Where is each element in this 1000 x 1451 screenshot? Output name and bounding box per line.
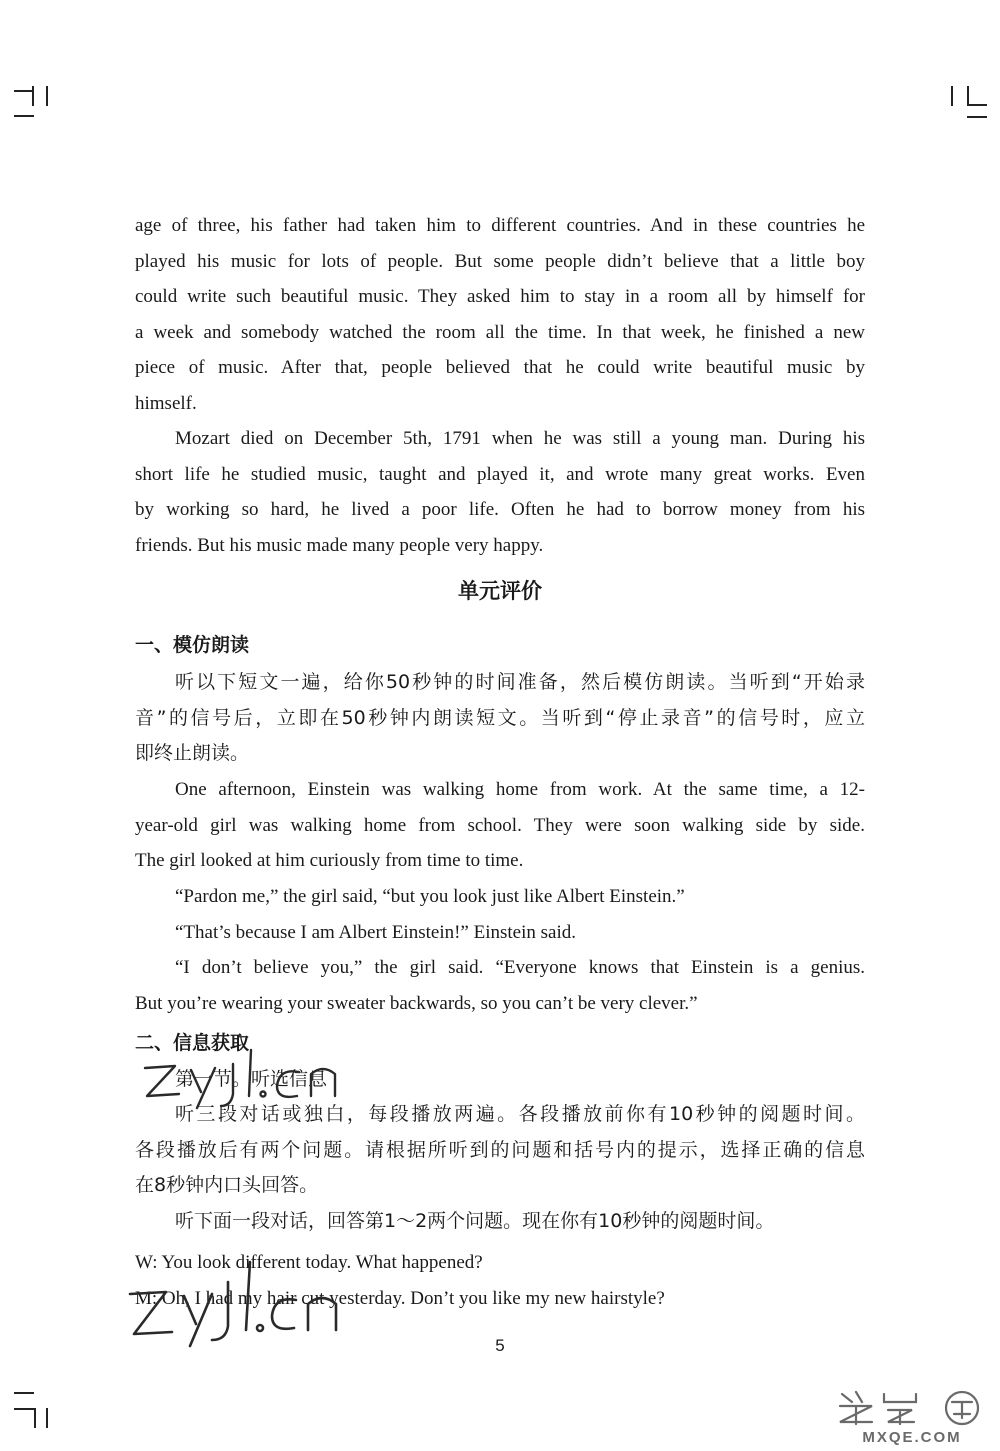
text-line: “That’s because I am Albert Einstein!” Einstein said. bbox=[175, 921, 576, 943]
text-line: himself. bbox=[135, 392, 197, 414]
part1-instruction bbox=[135, 665, 865, 772]
crop-mark-bottom-left bbox=[14, 1408, 36, 1410]
text-line: Mozart died on December 5th, 1791 when he was still a young man. During his bbox=[175, 428, 865, 449]
part1-dialogue bbox=[135, 879, 865, 1021]
part1-passage bbox=[135, 772, 865, 879]
crop-mark-bottom-left bbox=[46, 1408, 48, 1428]
crop-mark-top-right bbox=[967, 86, 969, 106]
text-line: age of three, his father had taken him to different countries. And in these countries he bbox=[135, 215, 865, 236]
page-number: 5 bbox=[495, 1336, 505, 1355]
text-line: 听下面一段对话，回答第1～2两个问题。现在你有10秒钟的阅题时间。 bbox=[175, 1210, 775, 1232]
crop-mark-top-left bbox=[46, 86, 48, 106]
crop-mark-bottom-left bbox=[14, 1392, 34, 1394]
passage-top bbox=[135, 208, 865, 421]
text-line: “Pardon me,” the girl said, “but you look just like Albert Einstein.” bbox=[175, 886, 685, 907]
text-line: 即终止朗读。 bbox=[135, 742, 250, 764]
crop-mark-top-right bbox=[967, 104, 987, 106]
text-line: 第一节。听选信息 bbox=[175, 1068, 328, 1090]
text-line: could write such beautiful music. They asked him to stay in a room all by himself for bbox=[135, 286, 865, 307]
crop-mark-top-right bbox=[951, 86, 953, 106]
text-line: played his music for lots of people. But some people didn’t believe that a little boy bbox=[135, 250, 865, 272]
answer-site-logo bbox=[832, 1388, 992, 1446]
logo-text: MXQE.COM bbox=[862, 1429, 962, 1446]
text-line: 听以下短文一遍，给你50秒钟的时间准备，然后模仿朗读。当听到“开始录 bbox=[175, 671, 865, 693]
text-line: piece of music. After that, people believed that he could write beautiful music by bbox=[135, 357, 865, 378]
crop-mark-bottom-left bbox=[34, 1408, 36, 1428]
text-line: “I don’t believe you,” the girl said. “Everyone knows that Einstein is a genius. bbox=[175, 957, 865, 978]
watermark-scribble bbox=[118, 1248, 358, 1348]
text-line: 各段播放后有两个问题。请根据所听到的问题和括号内的提示，选择正确的信息 bbox=[135, 1138, 865, 1161]
crop-mark-top-right bbox=[967, 116, 987, 118]
crop-mark-top-left bbox=[32, 86, 34, 106]
section-title: 单元评价 bbox=[458, 579, 542, 603]
part2-heading: 二、信息获取 bbox=[135, 1032, 250, 1054]
part2-instruction bbox=[135, 1097, 865, 1204]
passage-mozart bbox=[135, 421, 865, 563]
watermark-scribble bbox=[135, 1030, 365, 1110]
part1-heading: 一、模仿朗读 bbox=[135, 634, 250, 656]
text-line: 听三段对话或独白，每段播放两遍。各段播放前你有10秒钟的阅题时间。 bbox=[175, 1103, 865, 1125]
text-line: friends. But his music made many people very happy. bbox=[135, 534, 544, 556]
crop-mark-top-left bbox=[14, 90, 34, 92]
text-line: 在8秒钟内口头回答。 bbox=[135, 1174, 319, 1196]
part2-task bbox=[135, 1204, 865, 1240]
text-line: But you’re wearing your sweater backwards, so you can’t be very clever.” bbox=[135, 992, 698, 1014]
text-line: short life he studied music, taught and played it, and wrote many great works. Even bbox=[135, 463, 865, 485]
text-line: One afternoon, Einstein was walking home from work. At the same time, a 12- bbox=[175, 779, 865, 800]
text-line: M: Oh, I had my hair cut yesterday. Don’t you like my new hairstyle? bbox=[135, 1287, 665, 1309]
text-line: year-old girl was walking home from school. They were soon walking side by side. bbox=[135, 814, 865, 836]
text-line: W: You look different today. What happened? bbox=[135, 1252, 483, 1273]
text-line: by working so hard, he lived a poor life. Often he had to borrow money from his bbox=[135, 499, 865, 520]
text-line: a week and somebody watched the room all the time. In that week, he finished a new bbox=[135, 321, 865, 343]
crop-mark-top-left bbox=[14, 115, 34, 117]
text-line: 音”的信号后，立即在50秒钟内朗读短文。当听到“停止录音”的信号时，应立 bbox=[135, 706, 865, 729]
text-line: The girl looked at him curiously from time to time. bbox=[135, 850, 524, 871]
